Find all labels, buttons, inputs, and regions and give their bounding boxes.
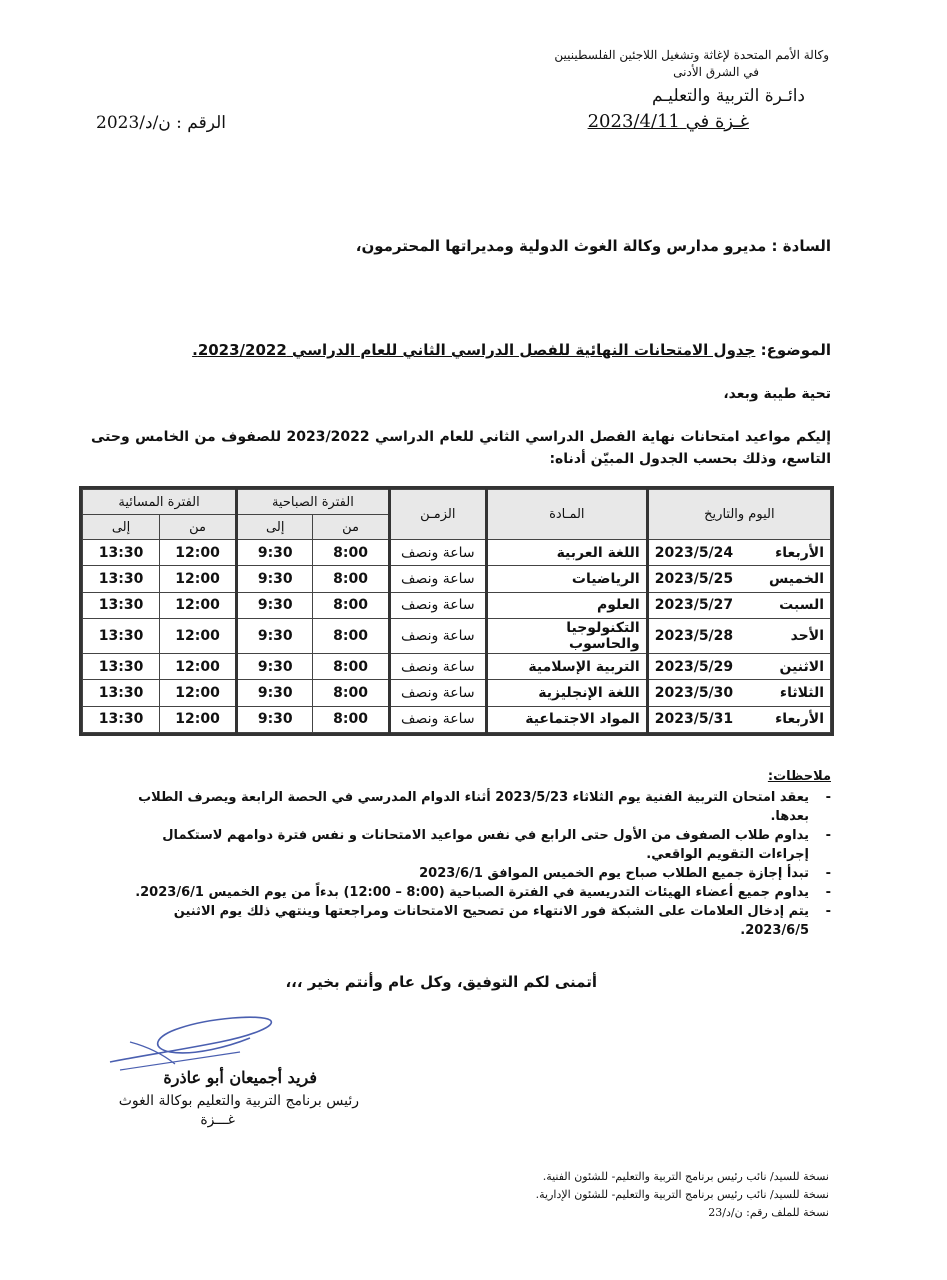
cell-day-date — [647, 619, 830, 654]
signer-name: فريد أجميعان أبو عاذرة — [163, 1068, 317, 1087]
cell-evening-from: 12:00 — [160, 592, 237, 618]
note-item: - يتم إدخال العلامات على الشبكة فور الانتهاء من تصحيح الامتحانات ومراجعتها وينتهي ذلك يوم الاثنين 2023/6/5. — [111, 902, 809, 940]
cell-subject: اللغة الإنجليزية — [486, 680, 647, 706]
cell-morning-to: 9:30 — [237, 566, 313, 592]
addressee: السادة : مديرو مدارس وكالة الغوث الدولية ومديراتها المحترمون، — [355, 237, 831, 255]
copy-line: نسخة للسيد/ نائب رئيس برنامج التربية والتعليم- للشئون الفنية. — [542, 1170, 829, 1183]
cell-duration: ساعة ونصف — [389, 706, 486, 732]
department-name: دائـرة التربية والتعليـم — [652, 86, 805, 106]
header-morning: الفترة الصباحية — [237, 490, 390, 515]
header-day-date: اليوم والتاريخ — [647, 490, 830, 540]
cell-morning-to: 9:30 — [237, 592, 313, 618]
notes-title: ملاحظات: — [767, 769, 831, 784]
cell-evening-to: 13:30 — [83, 566, 160, 592]
header-evening: الفترة المسائية — [83, 490, 237, 515]
subject-line — [192, 341, 831, 359]
cell-day: الخميس — [768, 571, 824, 588]
copy-line: نسخة للسيد/ نائب رئيس برنامج التربية والتعليم- للشئون الإدارية. — [535, 1188, 829, 1201]
cell-day: السبت — [779, 597, 824, 614]
cell-day-date — [647, 653, 830, 679]
cell-morning-to: 9:30 — [237, 653, 313, 679]
cell-date: 2023/5/25 — [654, 571, 734, 588]
cell-date: 2023/5/28 — [654, 627, 734, 644]
note-item: - يعقد امتحان التربية الفنية يوم الثلاثاء 2023/5/23 أثناء الدوام المدرسي في الحصة الرابعة ويصرف الطلاب بعدها. — [111, 788, 809, 826]
cell-duration: ساعة ونصف — [389, 619, 486, 654]
notes-list — [111, 788, 831, 940]
cell-day-date — [647, 680, 830, 706]
cell-morning-from: 8:00 — [313, 653, 389, 679]
cell-date: 2023/5/27 — [654, 597, 734, 614]
cell-date: 2023/5/24 — [654, 544, 734, 561]
cell-morning-to: 9:30 — [237, 706, 313, 732]
cell-morning-from: 8:00 — [313, 680, 389, 706]
table-row — [83, 680, 831, 706]
cell-evening-from: 12:00 — [160, 540, 237, 566]
cell-duration: ساعة ونصف — [389, 653, 486, 679]
cell-evening-from: 12:00 — [160, 566, 237, 592]
cell-day: الاثنين — [779, 658, 824, 675]
cell-subject: المواد الاجتماعية — [486, 706, 647, 732]
cell-duration: ساعة ونصف — [389, 680, 486, 706]
table-row — [83, 653, 831, 679]
cell-morning-from: 8:00 — [313, 540, 389, 566]
table-row — [83, 566, 831, 592]
cell-day: الثلاثاء — [779, 684, 824, 701]
place-date: غـزة في 2023/4/11 — [587, 111, 749, 132]
cell-duration: ساعة ونصف — [389, 592, 486, 618]
table-row — [83, 540, 831, 566]
cell-subject: التربية الإسلامية — [486, 653, 647, 679]
cell-morning-from: 8:00 — [313, 592, 389, 618]
cell-day: الأربعاء — [775, 544, 824, 561]
cell-subject: الرياضيات — [486, 566, 647, 592]
reference-number: الرقم : ن/د/2023 — [96, 113, 227, 133]
cell-evening-from: 12:00 — [160, 619, 237, 654]
cell-date: 2023/5/29 — [654, 658, 734, 675]
cell-date: 2023/5/31 — [654, 711, 734, 728]
header-evening-to: إلى — [83, 515, 160, 540]
cell-duration: ساعة ونصف — [389, 566, 486, 592]
cell-day-date — [647, 540, 830, 566]
cell-evening-from: 12:00 — [160, 653, 237, 679]
greeting: تحية طيبة وبعد، — [723, 386, 831, 402]
subject-label: الموضوع: — [760, 341, 831, 359]
cell-evening-to: 13:30 — [83, 653, 160, 679]
note-item: - يداوم طلاب الصفوف من الأول حتى الرابع في نفس مواعيد الامتحانات و نفس فترة دوامهم لاستكمال إجراءات التقويم الواقعي. — [111, 826, 809, 864]
header-subject: المـادة — [486, 490, 647, 540]
cell-evening-from: 12:00 — [160, 680, 237, 706]
org-name-line2: في الشرق الأدنى — [673, 65, 759, 79]
cell-evening-from: 12:00 — [160, 706, 237, 732]
table-row — [83, 706, 831, 732]
cell-day-date — [647, 706, 830, 732]
subject-text: جدول الامتحانات النهائية للفصل الدراسي الثاني للعام الدراسي 2023/2022. — [192, 341, 756, 359]
header-morning-to: إلى — [237, 515, 313, 540]
signer-city: غـــزة — [200, 1112, 235, 1128]
copy-line: نسخة للملف رقم: ن/د/23 — [708, 1206, 829, 1219]
intro-paragraph: إليكم مواعيد امتحانات نهاية الفصل الدراسي الثاني للعام الدراسي 2023/2022 للصفوف من الخامس وحتى التاسع، وذلك بحسب الجدول المبيّن أدناه: — [91, 429, 832, 467]
cell-subject: التكنولوجيا والحاسوب — [486, 619, 647, 654]
cell-date: 2023/5/30 — [654, 684, 734, 701]
cell-evening-to: 13:30 — [83, 540, 160, 566]
cell-duration: ساعة ونصف — [389, 540, 486, 566]
cell-morning-to: 9:30 — [237, 619, 313, 654]
closing-line: أتمنى لكم التوفيق، وكل عام وأنتم بخير ،،، — [285, 973, 597, 991]
note-item: - تبدأ إجازة جميع الطلاب صباح يوم الخميس الموافق 2023/6/1 — [111, 864, 809, 883]
table-row — [83, 619, 831, 654]
cell-day-date — [647, 566, 830, 592]
cell-day: الأربعاء — [775, 711, 824, 728]
cell-morning-from: 8:00 — [313, 566, 389, 592]
header-duration: الزمـن — [389, 490, 486, 540]
header-morning-from: من — [313, 515, 389, 540]
cell-evening-to: 13:30 — [83, 592, 160, 618]
header-evening-from: من — [160, 515, 237, 540]
cell-morning-from: 8:00 — [313, 619, 389, 654]
table-row — [83, 592, 831, 618]
cell-evening-to: 13:30 — [83, 680, 160, 706]
cell-subject: العلوم — [486, 592, 647, 618]
signer-title: رئيس برنامج التربية والتعليم بوكالة الغوث — [118, 1093, 359, 1109]
cell-morning-to: 9:30 — [237, 540, 313, 566]
cell-evening-to: 13:30 — [83, 619, 160, 654]
exam-schedule-table — [79, 486, 834, 736]
org-name-line1: وكالة الأمم المتحدة لإغاثة وتشغيل اللاجئين الفلسطينيين — [554, 48, 829, 62]
cell-evening-to: 13:30 — [83, 706, 160, 732]
cell-day-date — [647, 592, 830, 618]
cell-subject: اللغة العربية — [486, 540, 647, 566]
cell-morning-from: 8:00 — [313, 706, 389, 732]
cell-morning-to: 9:30 — [237, 680, 313, 706]
cell-day: الأحد — [790, 627, 824, 644]
note-item: - يداوم جميع أعضاء الهيئات التدريسية في الفترة الصباحية (8:00 – 12:00) بدءاً من يوم الخميس 2023/6/1. — [111, 883, 809, 902]
